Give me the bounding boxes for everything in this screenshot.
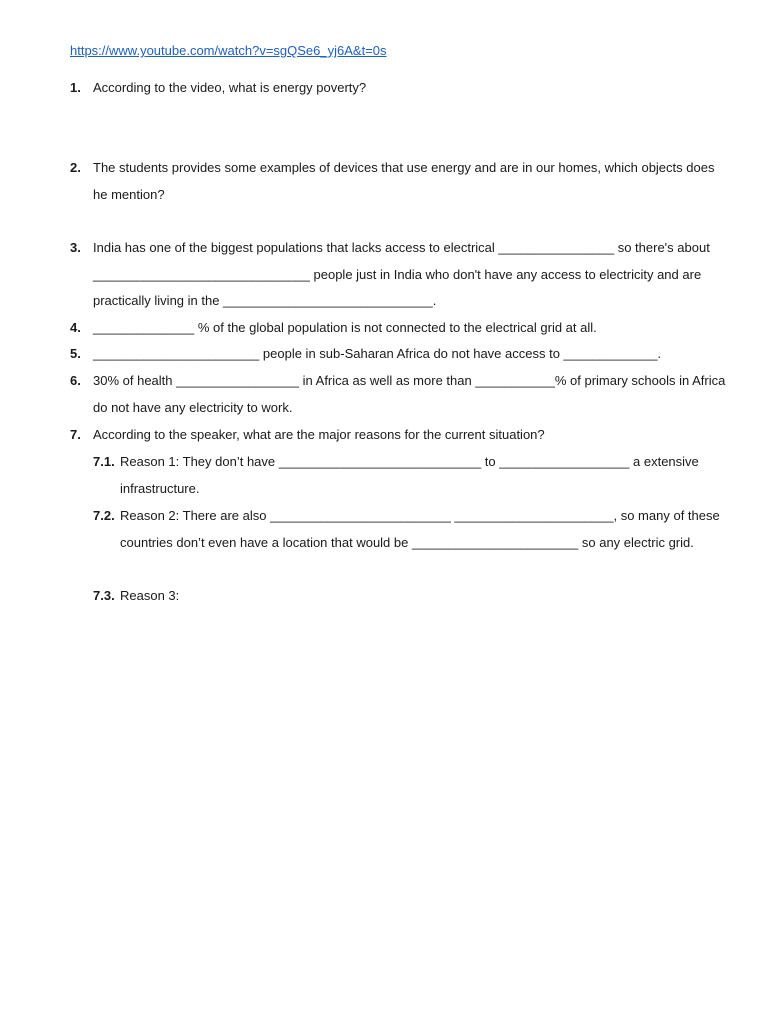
question-1 [70,75,728,102]
question-5 [70,341,728,368]
question-text: 30% of health _________________ in Africa as well as more than ___________% of primary schools in Africa do not have any electricity to work. [93,373,726,415]
question-4 [70,315,728,342]
question-text: The students provides some examples of devices that use energy and are in our homes, which objects does he mention? [93,160,715,202]
reason-number: 7.1. [93,454,115,469]
question-7 [70,422,728,449]
question-text: India has one of the biggest populations that lacks access to electrical ________________ so there's about ______________________________ people just in India who don't have any access to electricity and are practically living in the _____________________________. [93,240,710,309]
reason-text: Reason 1: They don’t have ____________________________ to __________________ a extensive infrastructure. [120,454,699,496]
question-number: 1. [70,80,81,95]
question-number: 7. [70,427,81,442]
reason-7-2 [93,503,728,556]
reason-text: Reason 2: There are also _________________________ ______________________, so many of these countries don’t even have a location that would be _______________________ so any electric grid. [120,508,720,550]
reason-7-3 [93,583,728,610]
question-number: 6. [70,373,81,388]
question-number: 4. [70,320,81,335]
video-link[interactable]: https://www.youtube.com/watch?v=sgQSe6_yj6A&t=0s [70,43,387,58]
reason-7-1 [93,449,728,502]
question-number: 5. [70,346,81,361]
question-2 [70,155,728,208]
question-number: 3. [70,240,81,255]
question-6 [70,368,728,421]
reason-number: 7.2. [93,508,115,523]
question-text: ______________ % of the global population is not connected to the electrical grid at all. [93,320,597,335]
question-text: _______________________ people in sub-Saharan Africa do not have access to _____________. [93,346,662,361]
question-text: According to the speaker, what are the major reasons for the current situation? [93,427,545,442]
reason-number: 7.3. [93,588,115,603]
question-number: 2. [70,160,81,175]
reason-text: Reason 3: [120,588,180,603]
question-text: According to the video, what is energy poverty? [93,80,367,95]
question-3 [70,235,728,315]
